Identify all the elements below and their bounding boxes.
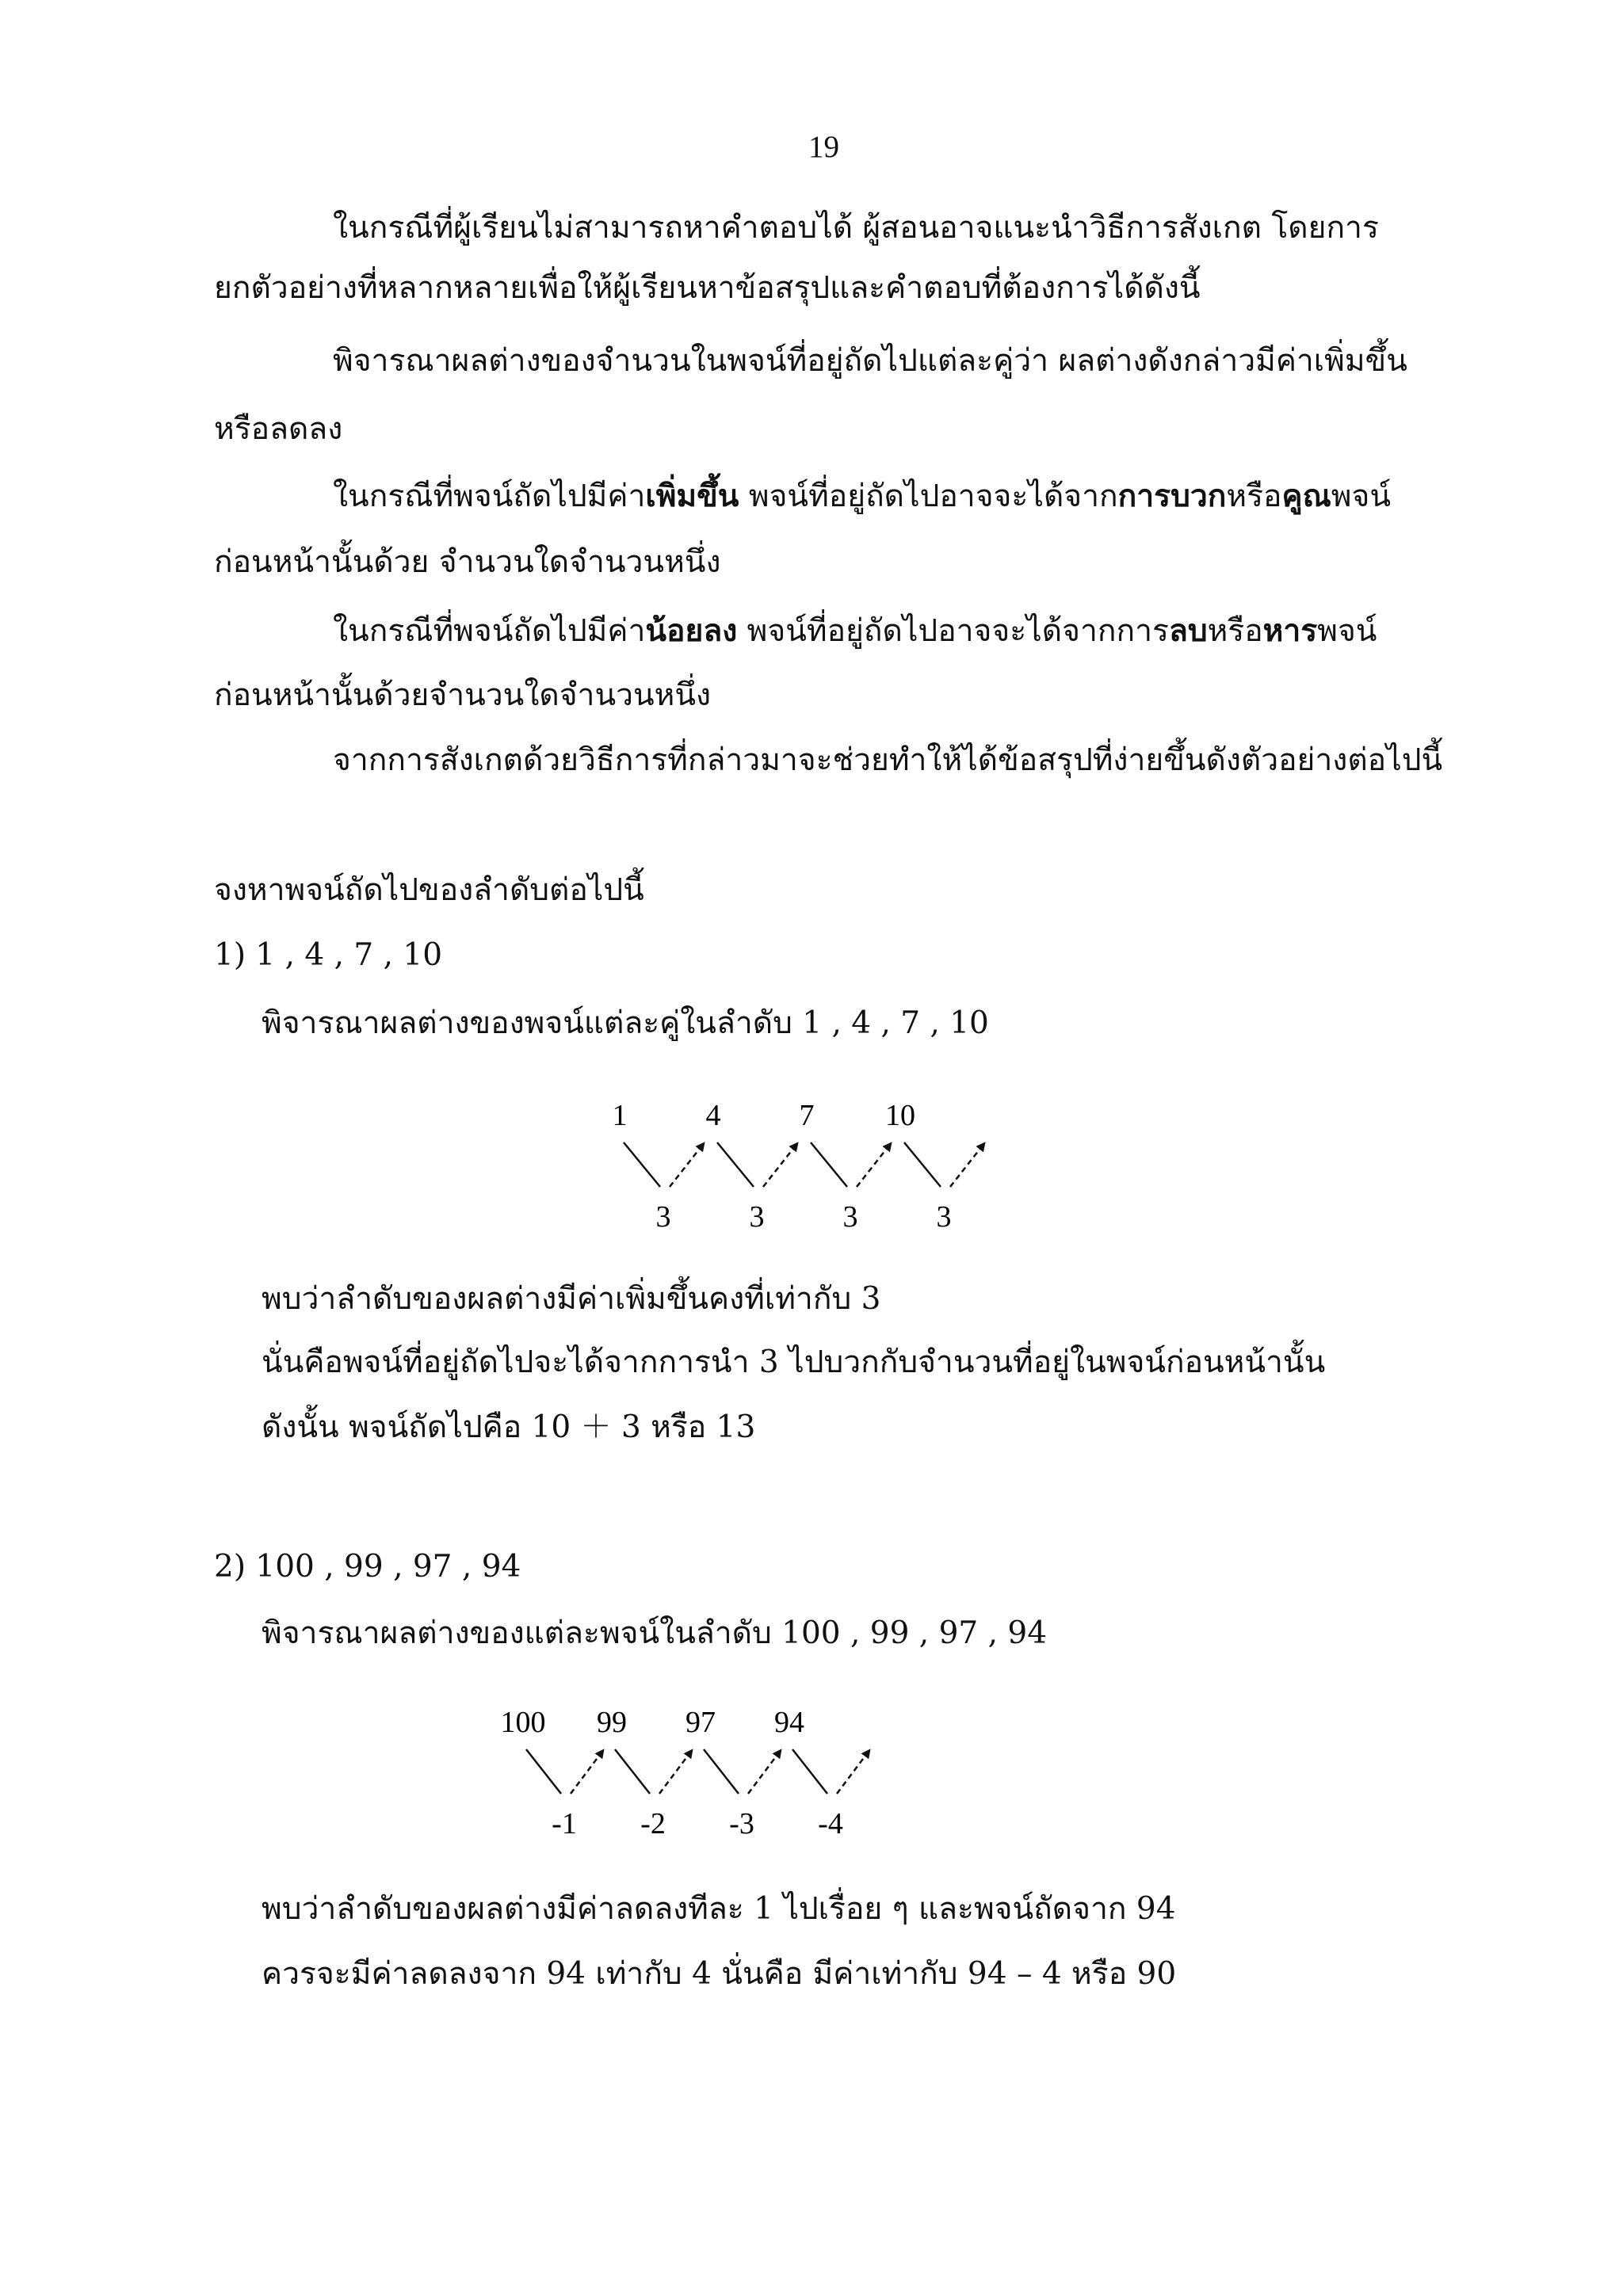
paragraph-2-line-1: พิจารณาผลต่างของจำนวนในพจน์ที่อยู่ถัดไปแต่ละคู่ว่า ผลต่างดังกล่าวมีค่าเพิ่มขึ้น — [333, 343, 1407, 379]
example-1-consider: พิจารณาผลต่างของพจน์แต่ละคู่ในลำดับ 1 , 4 , 7 , 10 — [262, 1005, 989, 1041]
example-1-label: 1) 1 , 4 , 7 , 10 — [214, 937, 443, 973]
ex1-difference-3: 3 — [842, 1200, 858, 1234]
p3-text-g: พจน์ — [1331, 479, 1391, 514]
ex2-up-arrow-2 — [659, 1749, 693, 1794]
p3-text-c: พจน์ที่อยู่ถัดไปอาจจะได้จาก — [739, 479, 1118, 514]
paragraph-4-line-2: ก่อนหน้านั้นด้วยจำนวนใดจำนวนหนึ่ง — [214, 677, 712, 713]
ex1-term-2: 4 — [705, 1099, 721, 1132]
example-1-conclusion: ดังนั้น พจน์ถัดไปคือ 10 ＋ 3 หรือ 13 — [262, 1409, 756, 1445]
ex2-term-4: 94 — [774, 1706, 804, 1739]
ex1-up-arrow-3 — [857, 1142, 892, 1187]
ex2-term-1: 100 — [500, 1706, 546, 1739]
p4-text-e: หรือ — [1207, 613, 1263, 649]
p4-bold-subtract: ลบ — [1168, 612, 1208, 649]
ex1-down-line-3 — [811, 1142, 847, 1187]
exercise-heading: จงหาพจน์ถัดไปของลำดับต่อไปนี้ — [214, 872, 644, 908]
paragraph-5-line-1: จากการสังเกตด้วยวิธีการที่กล่าวมาจะช่วยทำให้ได้ข้อสรุปที่ง่ายขึ้นดังตัวอย่างต่อไปนี้ — [333, 742, 1443, 778]
p3-bold-increase: เพิ่มขึ้น — [645, 478, 739, 514]
ex1-up-arrow-2 — [763, 1142, 798, 1187]
paragraph-1-line-2: ยกตัวอย่างที่หลากหลายเพื่อให้ผู้เรียนหาข้อสรุปและคำตอบที่ต้องการได้ดังนี้ — [214, 270, 1201, 306]
ex1-term-3: 7 — [799, 1099, 815, 1132]
ex1-down-line-4 — [904, 1142, 941, 1187]
ex2-difference-3: -3 — [729, 1807, 754, 1840]
ex1-difference-2: 3 — [749, 1200, 765, 1234]
ex2-difference-4: -4 — [818, 1807, 843, 1840]
p4-text-a: ในกรณีที่พจน์ถัดไปมีค่า — [333, 613, 646, 649]
example-1-finding: พบว่าลำดับของผลต่างมีค่าเพิ่มขึ้นคงที่เท่ากับ 3 — [262, 1281, 881, 1317]
p3-text-a: ในกรณีที่พจน์ถัดไปมีค่า — [333, 479, 646, 514]
ex2-down-line-2 — [615, 1749, 650, 1794]
p4-bold-divide: หาร — [1262, 612, 1318, 649]
ex2-difference-1: -1 — [552, 1807, 577, 1840]
p3-text-e: หรือ — [1226, 479, 1282, 514]
paragraph-3-line-2: ก่อนหน้านั้นด้วย จำนวนใดจำนวนหนึ่ง — [214, 544, 721, 580]
p4-text-g: พจน์ — [1317, 613, 1377, 649]
ex1-term-1: 1 — [612, 1099, 628, 1132]
p4-text-c: พจน์ที่อยู่ถัดไปอาจจะได้จากการ — [737, 613, 1169, 649]
ex1-up-arrow-1 — [670, 1142, 705, 1187]
ex1-term-4: 10 — [885, 1099, 915, 1132]
example-1-meaning: นั่นคือพจน์ที่อยู่ถัดไปจะได้จากการนำ 3 ไปบวกกับจำนวนที่อยู่ในพจน์ก่อนหน้านั้น — [262, 1344, 1326, 1380]
ex1-down-line-2 — [717, 1142, 754, 1187]
ex2-up-arrow-3 — [748, 1749, 781, 1794]
ex2-down-line-4 — [792, 1749, 827, 1794]
example-2-consider: พิจารณาผลต่างของแต่ละพจน์ในลำดับ 100 , 99 , 97 , 94 — [262, 1615, 1048, 1651]
ex1-up-arrow-4 — [950, 1142, 985, 1187]
paragraph-2-line-2: หรือลดลง — [214, 411, 343, 447]
p3-bold-add: การบวก — [1117, 478, 1227, 514]
example-1-difference-diagram — [586, 1085, 1030, 1244]
paragraph-1-line-1: ในกรณีที่ผู้เรียนไม่สามารถหาคำตอบได้ ผู้สอนอาจแนะนำวิธีการสังเกต โดยการ — [333, 210, 1379, 246]
p3-bold-multiply: คูณ — [1281, 478, 1331, 514]
p4-bold-decrease: น้อยลง — [645, 612, 738, 649]
ex2-term-3: 97 — [685, 1706, 716, 1739]
ex2-down-line-3 — [704, 1749, 739, 1794]
paragraph-3-line-1 — [333, 475, 1391, 517]
example-2-finding: พบว่าลำดับของผลต่างมีค่าลดลงทีละ 1 ไปเรื่อย ๆ และพจน์ถัดจาก 94 — [262, 1891, 1176, 1927]
ex1-down-line-1 — [624, 1142, 660, 1187]
ex2-up-arrow-1 — [571, 1749, 604, 1794]
ex2-difference-2: -2 — [640, 1807, 666, 1840]
ex2-up-arrow-4 — [837, 1749, 870, 1794]
example-2-label: 2) 100 , 99 , 97 , 94 — [214, 1549, 521, 1585]
paragraph-4-line-1 — [333, 610, 1377, 652]
ex1-difference-1: 3 — [655, 1200, 671, 1234]
example-2-difference-diagram — [491, 1692, 967, 1851]
ex1-difference-4: 3 — [936, 1200, 952, 1234]
page-number: 19 — [808, 130, 839, 164]
ex2-term-2: 99 — [597, 1706, 627, 1739]
ex2-down-line-1 — [526, 1749, 561, 1794]
example-2-conclusion: ควรจะมีค่าลดลงจาก 94 เท่ากับ 4 นั่นคือ มีค่าเท่ากับ 94 – 4 หรือ 90 — [262, 1956, 1177, 1992]
